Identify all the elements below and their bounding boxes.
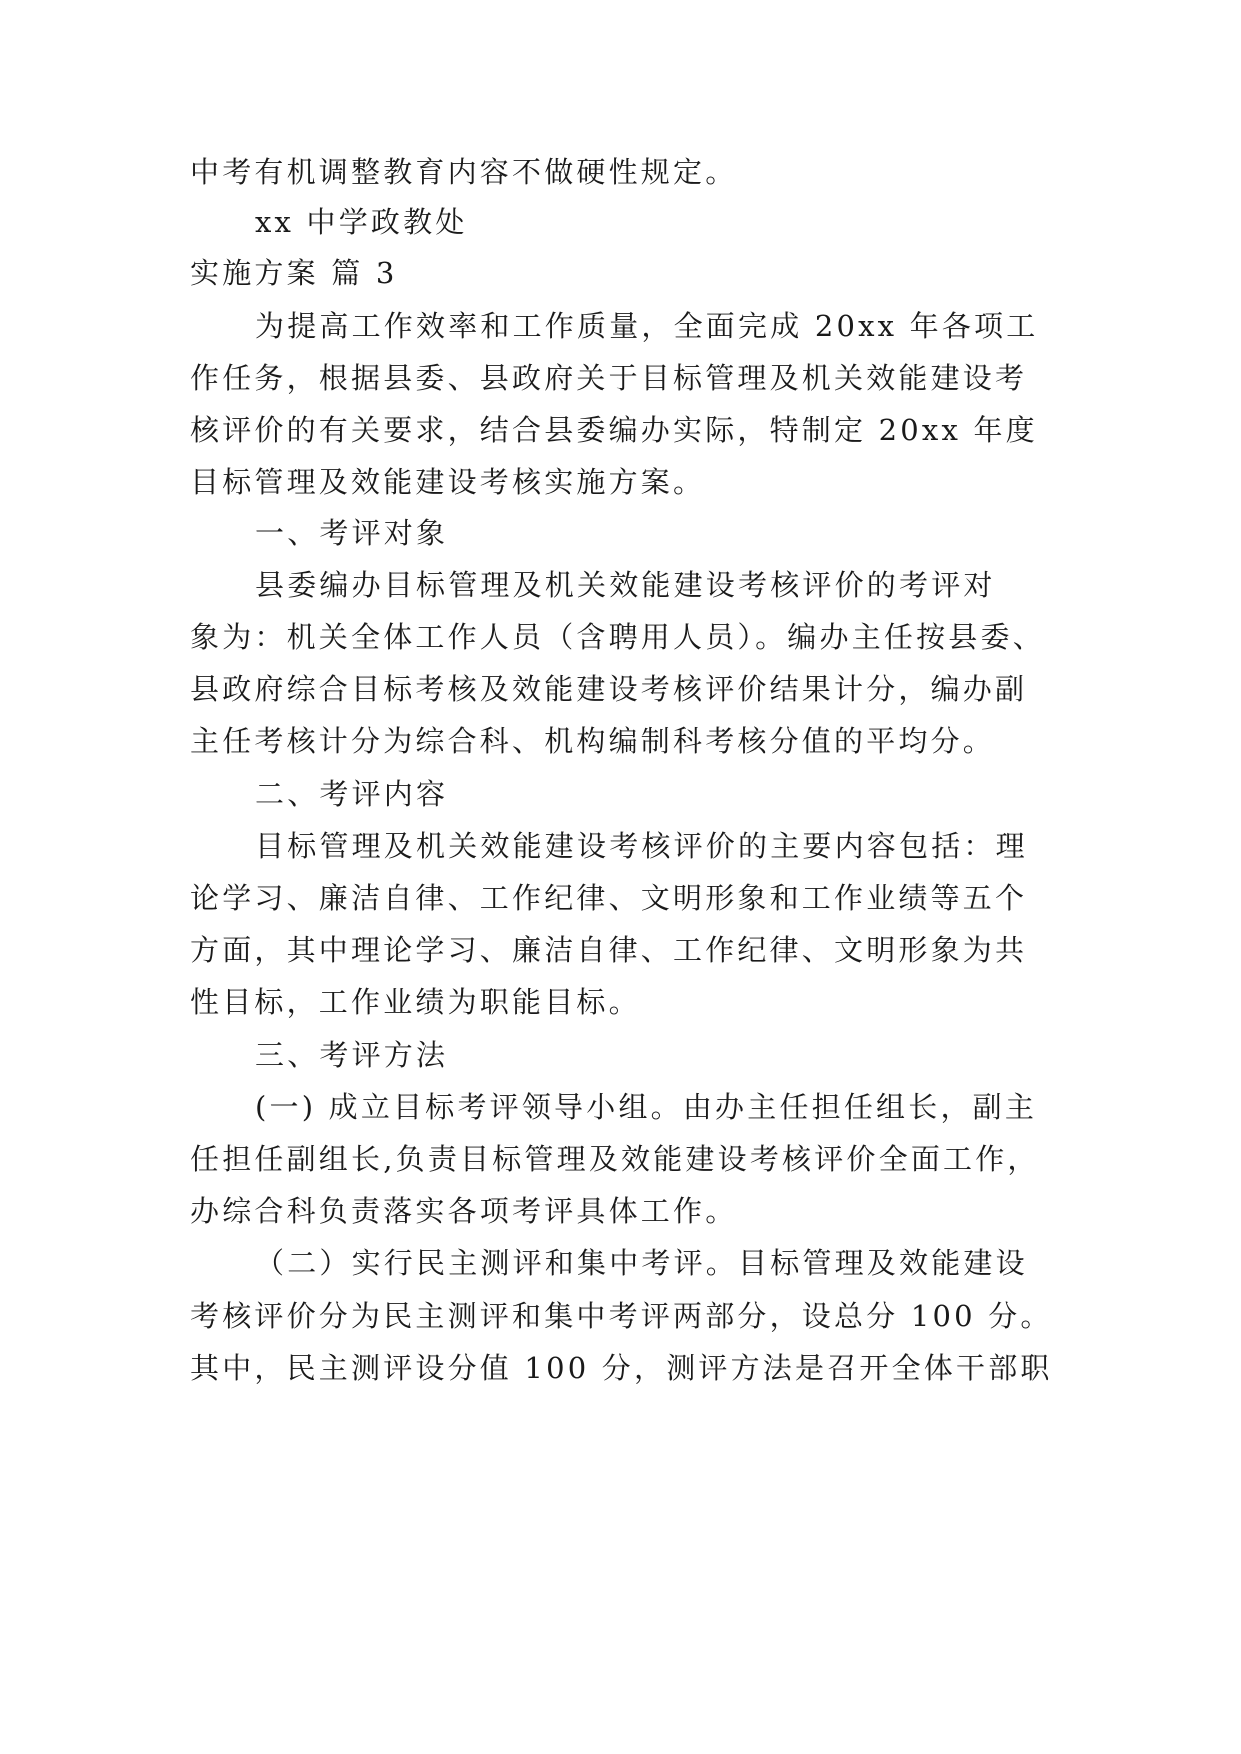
- paragraph-line: 象为：机关全体工作人员（含聘用人员）。编办主任按县委、: [190, 620, 1045, 654]
- paragraph-line: 作任务，根据县委、县政府关于目标管理及机关效能建设考: [190, 361, 1028, 395]
- paragraph-line: 论学习、廉洁自律、工作纪律、文明形象和工作业绩等五个: [190, 881, 1028, 915]
- paragraph-line: 目标管理及机关效能建设考核评价的主要内容包括：理: [255, 829, 1028, 863]
- paragraph-line: (一) 成立目标考评领导小组。由办主任担任组长，副主: [255, 1090, 1038, 1124]
- paragraph-line: 考核评价分为民主测评和集中考评两部分，设总分 100 分。: [190, 1299, 1053, 1333]
- paragraph-line: 县政府综合目标考核及效能建设考核评价结果计分，编办副: [190, 672, 1028, 706]
- heading-line: 二、考评内容: [255, 777, 449, 811]
- paragraph-line: 中考有机调整教育内容不做硬性规定。: [190, 155, 738, 189]
- signature-line: xx 中学政教处: [255, 205, 468, 239]
- paragraph-line: 其中，民主测评设分值 100 分，测评方法是召开全体干部职: [190, 1351, 1053, 1385]
- paragraph-line: 县委编办目标管理及机关效能建设考核评价的考评对: [255, 568, 996, 602]
- heading-line: 三、考评方法: [255, 1038, 449, 1072]
- paragraph-line: 主任考核计分为综合科、机构编制科考核分值的平均分。: [190, 724, 996, 758]
- heading-line: 一、考评对象: [255, 516, 449, 550]
- section-title: 实施方案 篇 3: [190, 256, 398, 290]
- paragraph-line: 任担任副组长,负责目标管理及效能建设考核评价全面工作，: [190, 1142, 1040, 1176]
- paragraph-line: （二）实行民主测评和集中考评。目标管理及效能建设: [255, 1246, 1028, 1280]
- paragraph-line: 目标管理及效能建设考核实施方案。: [190, 465, 706, 499]
- paragraph-line: 方面，其中理论学习、廉洁自律、工作纪律、文明形象为共: [190, 933, 1028, 967]
- paragraph-line: 办综合科负责落实各项考评具体工作。: [190, 1194, 738, 1228]
- paragraph-line: 核评价的有关要求，结合县委编办实际，特制定 20xx 年度: [190, 413, 1038, 447]
- paragraph-line: 为提高工作效率和工作质量，全面完成 20xx 年各项工: [255, 309, 1039, 343]
- paragraph-line: 性目标，工作业绩为职能目标。: [190, 985, 641, 1019]
